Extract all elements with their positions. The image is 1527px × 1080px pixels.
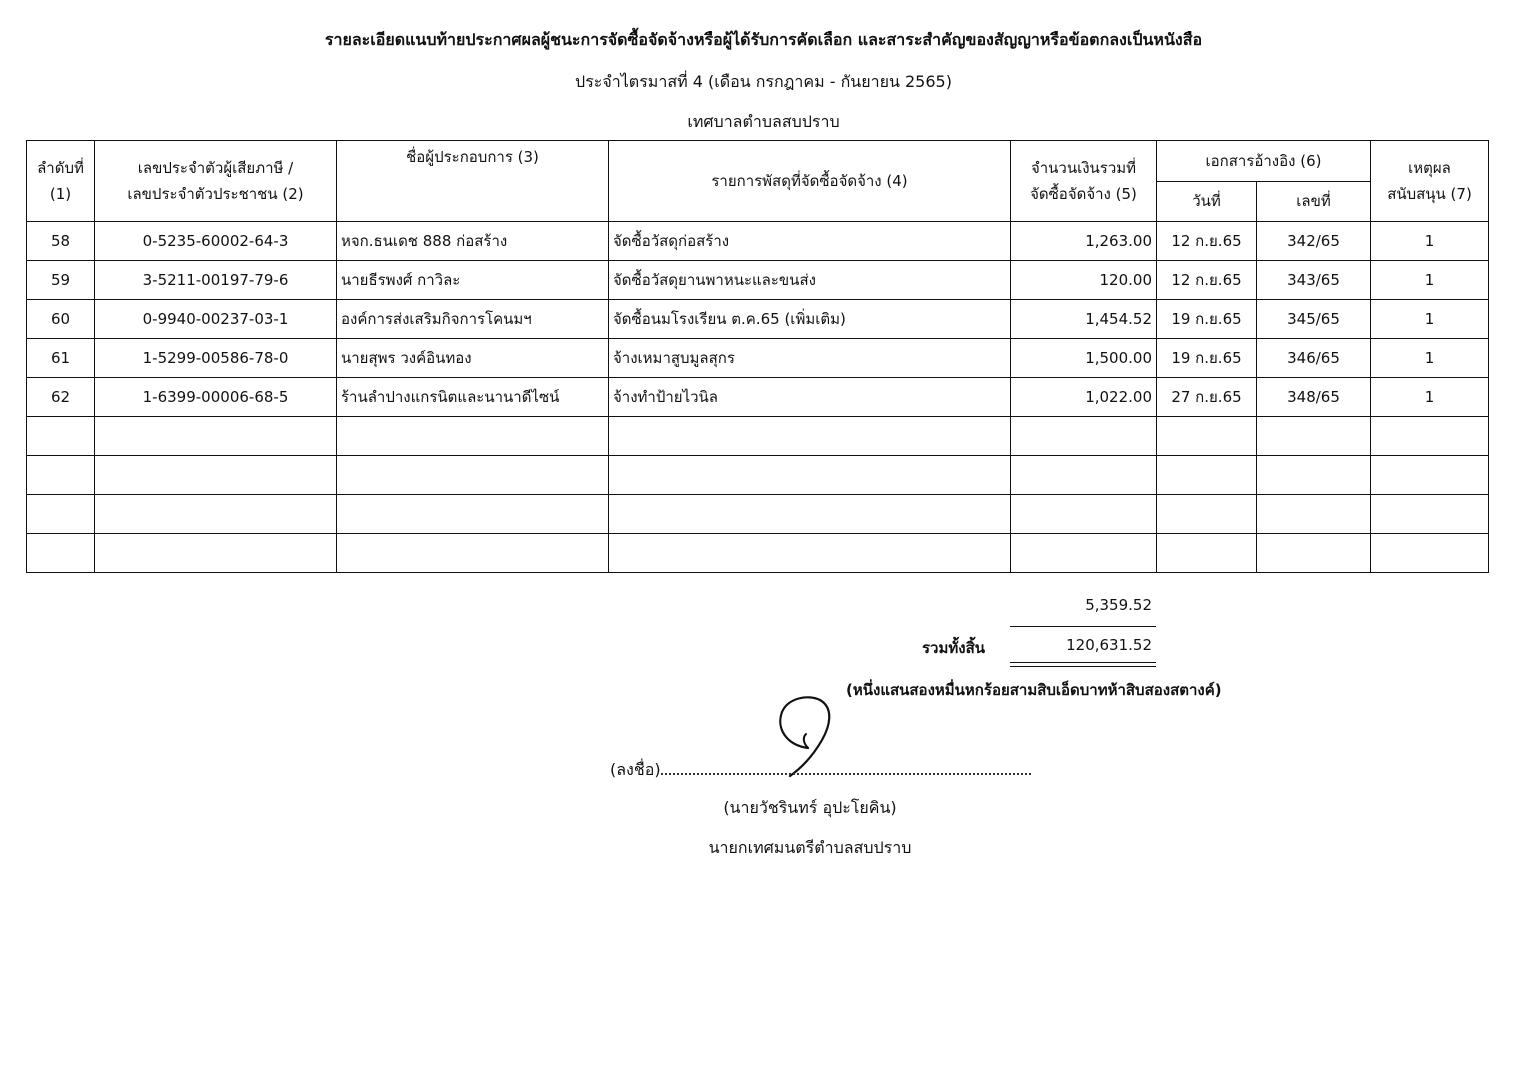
empty-cell [609,456,1011,495]
table-row [27,339,1489,378]
cell-ref-no: 346/65 [1257,339,1371,378]
cell-seq: 59 [27,261,95,300]
cell-vendor: นายสุพร วงค์อินทอง [337,339,609,378]
empty-cell [1371,495,1489,534]
empty-cell [27,456,95,495]
cell-vendor: องค์การส่งเสริมกิจการโคนมฯ [337,300,609,339]
empty-cell [337,534,609,573]
document-title: รายละเอียดแนบท้ายประกาศผลผู้ชนะการจัดซื้อจัดจ้างหรือผู้ได้รับการคัดเลือก และสาระสำคัญของสัญญาหรือข้อตกลงเป็นหนังสือ [324,30,1203,49]
empty-cell [337,456,609,495]
header-amount-line1: จำนวนเงินรวมที่ [1030,159,1137,177]
empty-cell [27,495,95,534]
cell-reason: 1 [1371,300,1489,339]
cell-amount: 1,454.52 [1011,300,1157,339]
cell-vendor: นายธีรพงศ์ กาวิละ [337,261,609,300]
cell-ref-no: 345/65 [1257,300,1371,339]
cell-date: 19 ก.ย.65 [1157,300,1257,339]
grand-total-value: 120,631.52 [1066,636,1152,654]
cell-amount: 120.00 [1011,261,1157,300]
empty-cell [1157,417,1257,456]
cell-date: 19 ก.ย.65 [1157,339,1257,378]
header-seq-line1: ลำดับที่ [37,159,84,177]
cell-vendor: ร้านลำปางแกรนิตและนานาดีไซน์ [337,378,609,417]
empty-cell [1257,456,1371,495]
cell-taxid: 0-9940-00237-03-1 [95,300,337,339]
header-ref-date: วันที่ [1157,181,1257,222]
empty-cell [95,534,337,573]
signature-line [610,758,1031,783]
empty-cell [337,417,609,456]
empty-cell [1257,417,1371,456]
total-double-rule-1 [1010,662,1156,663]
cell-item: จ้างเหมาสูบมูลสุกร [609,339,1011,378]
subtotal-value: 5,359.52 [1085,596,1152,614]
cell-ref-no: 342/65 [1257,222,1371,261]
document-organization: เทศบาลตำบลสบปราบ [687,112,840,131]
cell-taxid: 3-5211-00197-79-6 [95,261,337,300]
total-double-rule-2 [1010,666,1156,667]
amount-in-words: (หนึ่งแสนสองหมื่นหกร้อยสามสิบเอ็ดบาทห้าสิบสองสตางค์) [846,681,1222,699]
header-reason-line2: สนับสนุน (7) [1387,185,1472,203]
header-items [609,141,1011,222]
table-row-empty [27,495,1489,534]
cell-reason: 1 [1371,222,1489,261]
cell-taxid: 1-5299-00586-78-0 [95,339,337,378]
header-taxid [95,141,337,222]
header-amount [1011,141,1157,222]
empty-cell [1371,456,1489,495]
header-vendor-label: ชื่อผู้ประกอบการ (3) [406,148,539,166]
empty-cell [609,495,1011,534]
header-items-label: รายการพัสดุที่จัดซื้อจัดจ้าง (4) [711,172,908,190]
empty-cell [27,417,95,456]
sign-label: (ลงชื่อ) [610,760,661,779]
header-taxid-line1: เลขประจำตัวผู้เสียภาษี / [137,159,294,177]
cell-item: จัดซื้อนมโรงเรียน ต.ค.65 (เพิ่มเติม) [609,300,1011,339]
cell-seq: 60 [27,300,95,339]
cell-amount: 1,263.00 [1011,222,1157,261]
header-reason [1371,141,1489,222]
cell-date: 27 ก.ย.65 [1157,378,1257,417]
header-taxid-line2: เลขประจำตัวประชาชน (2) [127,185,304,203]
cell-item: จัดซื้อวัสดุยานพาหนะและขนส่ง [609,261,1011,300]
table-row-empty [27,417,1489,456]
header-amount-line2: จัดซื้อจัดจ้าง (5) [1030,185,1137,203]
cell-reason: 1 [1371,261,1489,300]
grand-total-label: รวมทั้งสิ้น [922,639,985,657]
cell-seq: 61 [27,339,95,378]
empty-cell [1011,456,1157,495]
empty-cell [27,534,95,573]
cell-date: 12 ก.ย.65 [1157,222,1257,261]
cell-amount: 1,500.00 [1011,339,1157,378]
empty-cell [1011,417,1157,456]
header-vendor [337,141,609,222]
header-seq [27,141,95,222]
cell-vendor: หจก.ธนเดช 888 ก่อสร้าง [337,222,609,261]
empty-cell [1257,495,1371,534]
empty-cell [1157,534,1257,573]
cell-reason: 1 [1371,339,1489,378]
empty-cell [95,456,337,495]
header-ref-doc: เอกสารอ้างอิง (6) [1157,141,1371,182]
cell-seq: 58 [27,222,95,261]
empty-cell [1257,534,1371,573]
header-seq-line2: (1) [49,185,72,203]
empty-cell [1011,534,1157,573]
cell-ref-no: 348/65 [1257,378,1371,417]
table-row-empty [27,534,1489,573]
empty-cell [1157,495,1257,534]
empty-cell [337,495,609,534]
table-row [27,378,1489,417]
cell-seq: 62 [27,378,95,417]
empty-cell [1157,456,1257,495]
empty-cell [609,534,1011,573]
table-row [27,261,1489,300]
cell-date: 12 ก.ย.65 [1157,261,1257,300]
table-row-empty [27,456,1489,495]
document-subtitle-quarter: ประจำไตรมาสที่ 4 (เดือน กรกฎาคม - กันยายน 2565) [575,72,952,91]
cell-taxid: 0-5235-60002-64-3 [95,222,337,261]
header-reason-line1: เหตุผล [1408,159,1451,177]
cell-reason: 1 [1371,378,1489,417]
empty-cell [1011,495,1157,534]
table-row [27,222,1489,261]
procurement-table [26,140,1489,573]
table-row [27,300,1489,339]
cell-item: จ้างทำป้ายไวนิล [609,378,1011,417]
cell-item: จัดซื้อวัสดุก่อสร้าง [609,222,1011,261]
header-ref-no: เลขที่ [1257,181,1371,222]
cell-amount: 1,022.00 [1011,378,1157,417]
empty-cell [95,417,337,456]
empty-cell [1371,417,1489,456]
total-top-rule [1010,626,1156,627]
empty-cell [1371,534,1489,573]
cell-taxid: 1-6399-00006-68-5 [95,378,337,417]
cell-ref-no: 343/65 [1257,261,1371,300]
signer-name: (นายวัชรินทร์ อุปะโยคิน) [723,798,897,817]
empty-cell [95,495,337,534]
empty-cell [609,417,1011,456]
signer-title: นายกเทศมนตรีตำบลสบปราบ [708,838,912,857]
signature-dotted-line [661,759,1031,775]
